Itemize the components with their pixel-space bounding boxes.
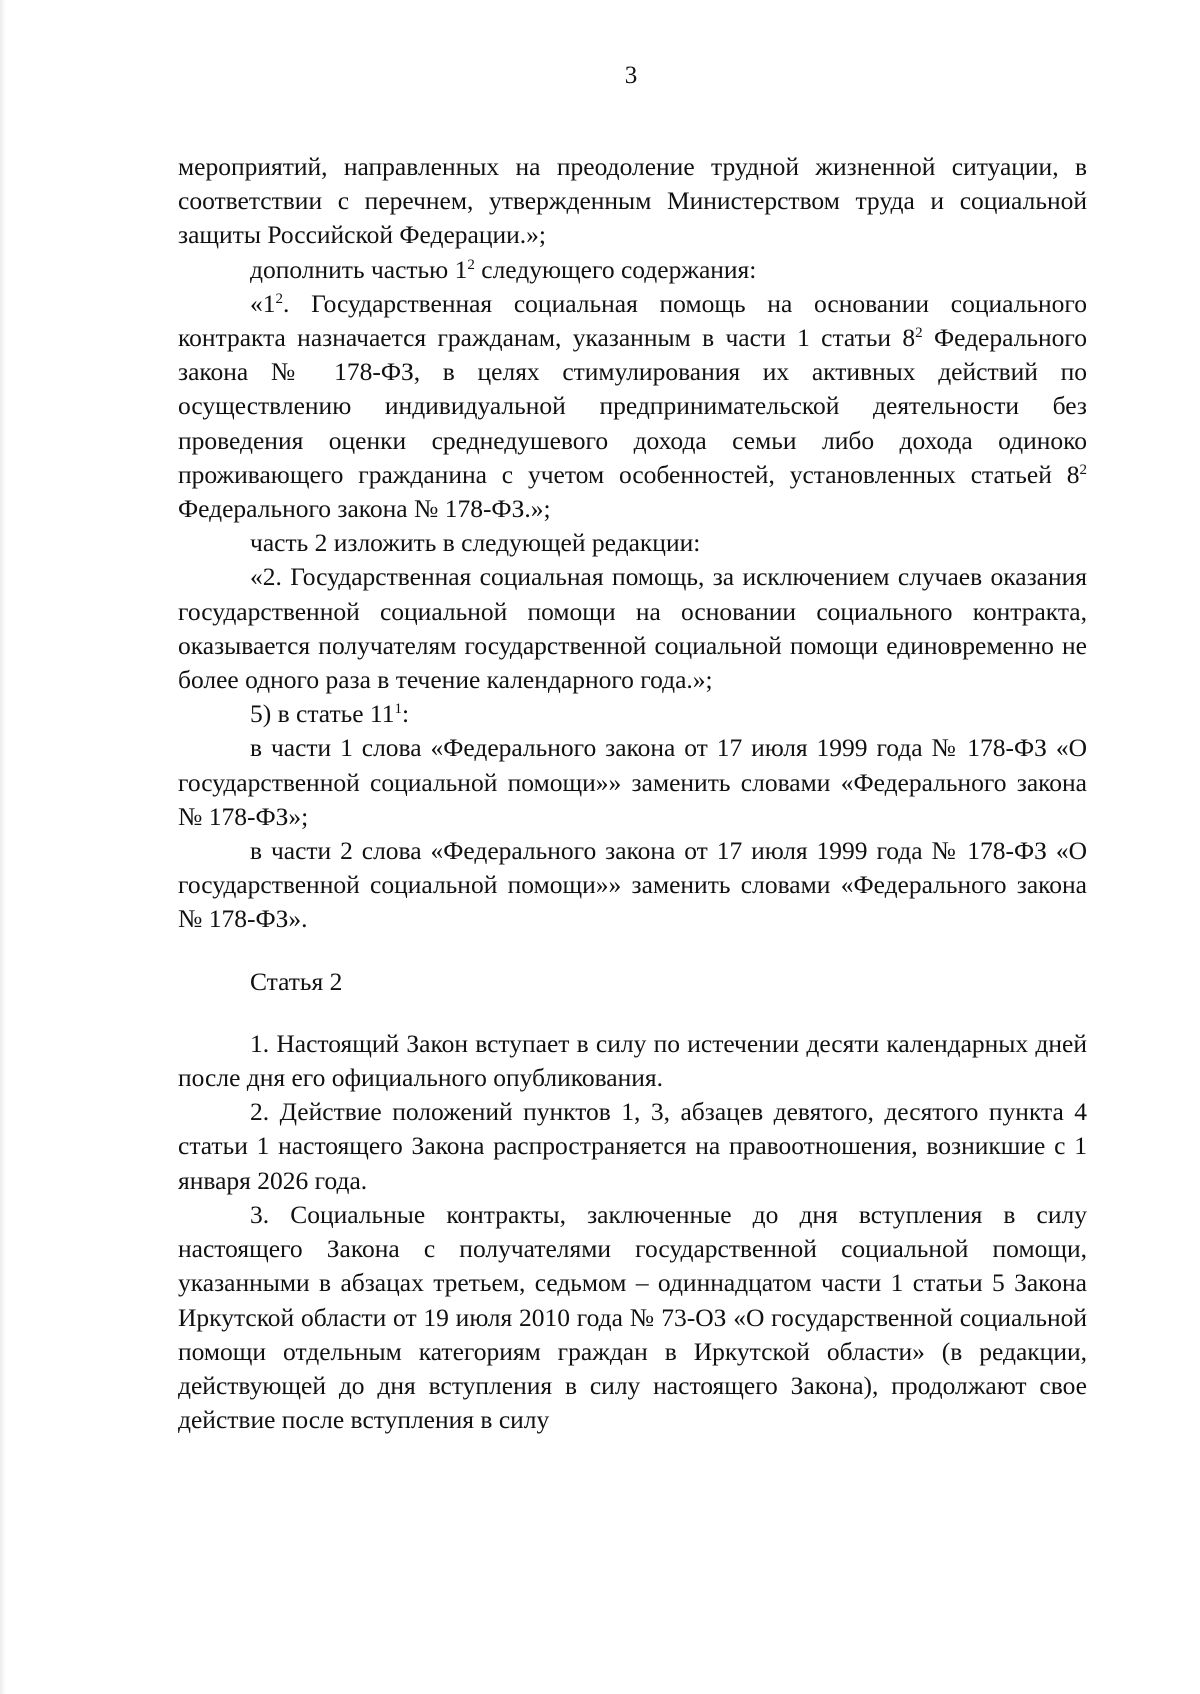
paragraph-text: мероприятий, направленных на преодоление трудной жизненной ситуации, в соответствии с перечнем, утвержденным Министерством труда и социальной защиты Российской Федерации.»; [178, 152, 1087, 250]
paragraph-text: следующего содержания: [474, 254, 757, 284]
paragraph [178, 1198, 1087, 1437]
paragraph [178, 150, 1087, 253]
paragraph-text: 5) в статье 11 [250, 699, 395, 729]
paragraph [178, 560, 1087, 697]
article-2-body [178, 1027, 1087, 1437]
superscript: 1 [394, 701, 402, 718]
article-1-continuation [178, 150, 1087, 937]
paragraph-text: «2. Государственная социальная помощь, за исключением случаев оказания государственной социальной помощи на основании социального контракта, оказывается получателям государственной социальной помощи единовременно не более одного раза в течение календарного года.»; [178, 562, 1087, 695]
paragraph-text: 2. Действие положений пунктов 1, 3, абзацев девятого, десятого пункта 4 статьи 1 настоящего Закона распространяется на правоотношения, возникшие с 1 января 2026 года. [178, 1097, 1087, 1195]
paragraph-text: «1 [250, 288, 276, 318]
paragraph-text: в части 2 слова «Федерального закона от 17 июля 1999 года № 178-ФЗ «О государственной социальной помощи»» заменить словами «Федерального закона № 178-ФЗ». [178, 836, 1087, 934]
paragraph [178, 697, 1087, 731]
paragraph [178, 834, 1087, 937]
paragraph-text: Федерального закона № 178-ФЗ, в целях стимулирования их активных действий по осуществлению индивидуальной предпринимательской деятельности без проведения оценки среднедушевого дохода семьи либо дохода одиноко проживающего гражданина с учетом особенностей, установленных статьей 8 [178, 323, 1087, 489]
superscript: 2 [467, 256, 475, 273]
paragraph-text: часть 2 изложить в следующей редакции: [250, 528, 701, 558]
paragraph-text: Федерального закона № 178-ФЗ.»; [178, 494, 551, 524]
superscript: 2 [275, 290, 283, 307]
scan-edge [0, 0, 6, 1694]
article-heading: Статья 2 [250, 966, 343, 996]
paragraph [178, 253, 1087, 287]
document-body [178, 150, 1087, 1437]
paragraph-text: 1. Настоящий Закон вступает в силу по истечении десяти календарных дней после дня его официального опубликования. [178, 1028, 1087, 1093]
paragraph-text: : [401, 699, 410, 729]
paragraph [178, 1027, 1087, 1095]
paragraph [178, 1095, 1087, 1198]
page-number: 3 [624, 62, 638, 89]
paragraph [178, 731, 1087, 834]
paragraph-text: . Государственная социальная помощь на основании социального контракта назначается гражданам, указанным в части 1 статьи 8 [178, 288, 1087, 353]
paragraph [178, 526, 1087, 560]
paragraph [178, 287, 1087, 526]
paragraph-text: 3. Социальные контракты, заключенные до дня вступления в силу настоящего Закона с получателями государственной социальной помощи, указанными в абзацах третьем, седьмом – одиннадцатом части 1 статьи 5 Закона Иркутской области от 19 июля 2010 года № 73-ОЗ «О государственной социальной помощи отдельным категориям граждан в Иркутской области» (в редакции, действующей до дня вступления в силу настоящего Закона), продолжают свое действие после вступления в силу [178, 1199, 1087, 1435]
paragraph-text: дополнить частью 1 [250, 254, 468, 284]
paragraph-text: в части 1 слова «Федерального закона от 17 июля 1999 года № 178-ФЗ «О государственной социальной помощи»» заменить словами «Федерального закона № 178-ФЗ»; [178, 733, 1087, 831]
superscript: 2 [915, 325, 923, 342]
superscript: 2 [1079, 461, 1087, 478]
